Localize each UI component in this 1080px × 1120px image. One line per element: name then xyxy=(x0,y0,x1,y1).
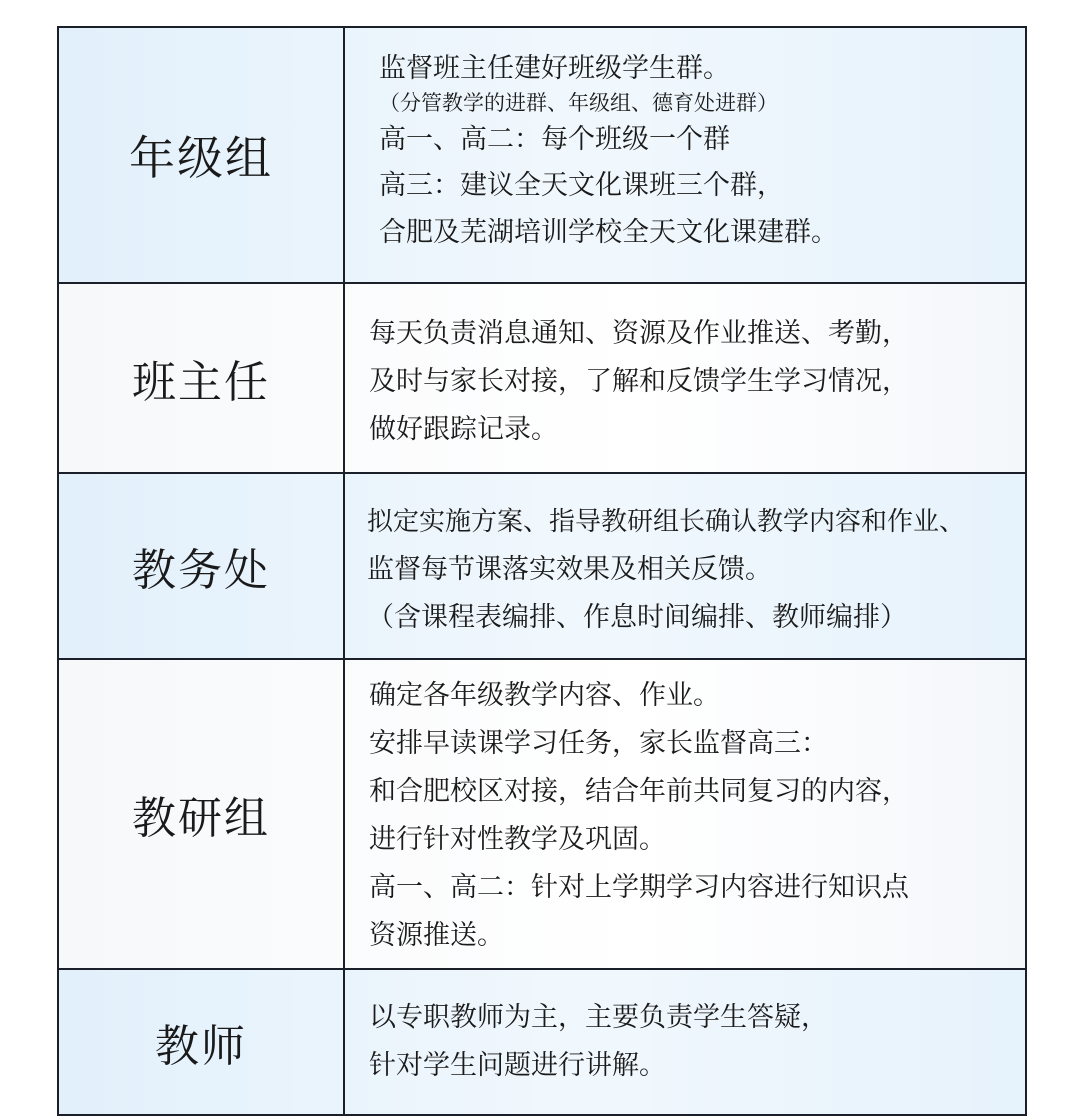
description-line: 做好跟踪记录。 xyxy=(369,414,558,445)
column-divider xyxy=(343,28,345,1114)
table-row xyxy=(59,474,1025,658)
role-description xyxy=(345,498,1025,642)
description-line: 针对学生问题进行讲解。 xyxy=(369,1050,666,1081)
description-line: 资源推送。 xyxy=(369,920,504,951)
role-label: 教研组 xyxy=(132,793,270,844)
description-line: 高三：建议全天文化课班三个群， xyxy=(379,170,784,201)
role-description xyxy=(345,50,1025,256)
table-row xyxy=(59,28,1025,282)
role-description xyxy=(345,672,1025,960)
role-label: 班主任 xyxy=(132,357,270,408)
role-label: 教师 xyxy=(155,1021,247,1072)
description-line: 拟定实施方案、指导教研组长确认教学内容和作业、 xyxy=(367,507,966,537)
description-line: 及时与家长对接，了解和反馈学生学习情况， xyxy=(369,366,909,397)
description-line: 安排早读课学习任务，家长监督高三： xyxy=(369,728,828,759)
description-line: 以专职教师为主，主要负责学生答疑， xyxy=(369,1002,828,1033)
role-label: 年级组 xyxy=(129,131,273,185)
role-label: 教务处 xyxy=(132,545,270,596)
description-line: 高一、高二：每个班级一个群 xyxy=(379,124,730,155)
description-line: 高一、高二：针对上学期学习内容进行知识点 xyxy=(369,872,909,903)
role-description xyxy=(345,994,1025,1090)
table-row xyxy=(59,970,1025,1114)
description-line: 监督每节课落实效果及相关反馈。 xyxy=(367,554,772,585)
description-line: 确定各年级教学内容、作业。 xyxy=(369,680,720,711)
description-line: 合肥及芜湖培训学校全天文化课建群。 xyxy=(379,217,838,248)
description-line: 监督班主任建好班级学生群。 xyxy=(379,53,730,84)
table-row xyxy=(59,660,1025,968)
description-line: 进行针对性教学及巩固。 xyxy=(369,824,666,855)
table-row xyxy=(59,284,1025,472)
description-line: 每天负责消息通知、资源及作业推送、考勤， xyxy=(369,318,909,349)
description-line: 和合肥校区对接，结合年前共同复习的内容， xyxy=(369,776,909,807)
role-description xyxy=(345,310,1025,454)
description-line: （含课程表编排、作息时间编排、教师编排） xyxy=(367,602,907,633)
responsibility-table xyxy=(57,26,1027,1116)
description-line: （分管教学的进群、年级组、德育处进群） xyxy=(379,91,778,115)
